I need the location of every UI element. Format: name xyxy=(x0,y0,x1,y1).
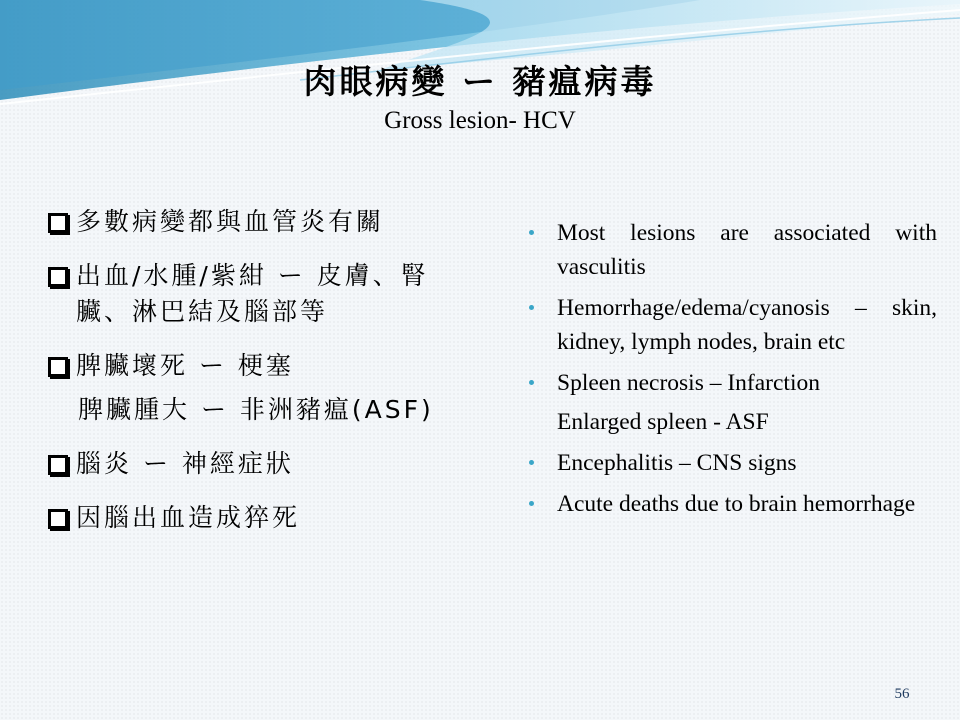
list-item-text: 因腦出血造成猝死 xyxy=(76,503,301,532)
list-item xyxy=(48,258,528,330)
list-item-continuation xyxy=(48,392,528,428)
bullet-dot-icon xyxy=(529,305,534,310)
list-item xyxy=(48,204,528,240)
list-item xyxy=(527,446,937,480)
list-item-text: Enlarged spleen - ASF xyxy=(557,409,769,435)
list-item-text: 脾臟腫大 ー 非洲豬瘟(ASF) xyxy=(78,395,434,424)
bullet-dot-icon xyxy=(529,501,534,506)
list-item xyxy=(527,366,937,400)
list-item-text: Most lesions are associated with vasculitis xyxy=(557,220,937,280)
list-item-text: 臟、淋巴結及腦部等 xyxy=(76,297,329,326)
slide-subtitle: Gross lesion- HCV xyxy=(384,107,576,134)
chinese-bullet-list xyxy=(48,204,528,554)
square-bullet-icon xyxy=(48,455,68,475)
list-item-text: Hemorrhage/edema/cyanosis – skin, kidney, lymph nodes, brain etc xyxy=(557,295,937,355)
square-bullet-icon xyxy=(48,213,68,233)
list-item xyxy=(48,446,528,482)
list-item xyxy=(48,500,528,536)
header-wave-decoration xyxy=(0,0,960,120)
english-bullet-list xyxy=(527,216,937,528)
list-item-text: 出血/水腫/紫紺 ー 皮膚、腎 xyxy=(76,261,429,290)
list-item-text: 腦炎 ー 神經症狀 xyxy=(76,449,294,478)
list-item-text: 脾臟壞死 ー 梗塞 xyxy=(76,351,294,380)
list-item-continuation xyxy=(527,405,937,439)
list-item xyxy=(48,348,528,384)
bullet-dot-icon xyxy=(529,380,534,385)
page-number: 56 xyxy=(894,686,910,702)
slide-title: 肉眼病變 ー 豬瘟病毒 xyxy=(303,62,657,101)
list-item-text: Acute deaths due to brain hemorrhage xyxy=(557,491,916,517)
list-item-text: Encephalitis – CNS signs xyxy=(557,450,797,476)
square-bullet-icon xyxy=(48,509,68,529)
list-item-text: 多數病變都與血管炎有關 xyxy=(76,207,385,236)
list-item xyxy=(527,216,937,284)
square-bullet-icon xyxy=(48,267,68,287)
bullet-dot-icon xyxy=(529,230,534,235)
list-item xyxy=(527,291,937,359)
list-item xyxy=(527,487,937,521)
list-item-text: Spleen necrosis – Infarction xyxy=(557,370,820,396)
bullet-dot-icon xyxy=(529,460,534,465)
square-bullet-icon xyxy=(48,357,68,377)
